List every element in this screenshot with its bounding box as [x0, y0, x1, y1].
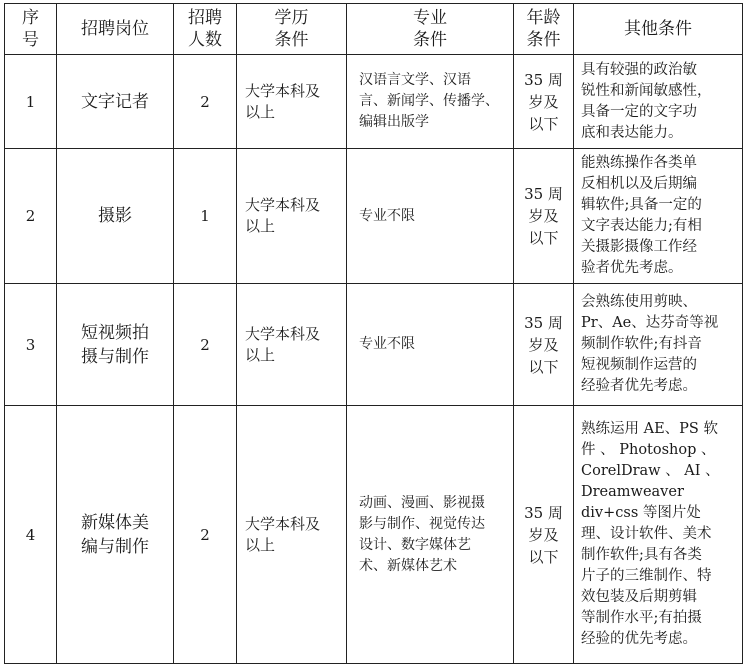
- cell-education: [237, 149, 347, 284]
- header-major: [347, 4, 514, 55]
- cell-text: 反相机以及后期编: [581, 176, 697, 192]
- cell-education: [237, 55, 347, 149]
- cell-text: 关摄影摄像工作经: [581, 239, 697, 255]
- table-row: [5, 55, 743, 149]
- cell-major: [347, 149, 514, 284]
- cell-text: CorelDraw 、 AI 、: [581, 463, 720, 479]
- cell-other: [574, 55, 743, 149]
- header-text: 号: [22, 30, 39, 50]
- cell-text: 术、新媒体艺术: [359, 557, 457, 574]
- header-text: 年龄: [526, 8, 561, 28]
- cell-text: 岁及: [528, 335, 559, 354]
- cell-age: [514, 284, 574, 406]
- cell-text: 文字记者: [81, 91, 149, 112]
- header-text: 招聘: [188, 8, 222, 28]
- cell-text: 设计、数字媒体艺: [359, 536, 471, 553]
- table-row: [5, 149, 743, 284]
- header-text: 学历: [274, 8, 309, 28]
- cell-position: [57, 284, 174, 406]
- header-education: [237, 4, 347, 55]
- cell-text: div+css 等图片处: [581, 505, 701, 521]
- cell-text: 动画、漫画、影视摄: [359, 494, 485, 511]
- cell-no: 1: [5, 55, 57, 149]
- cell-text: 以上: [245, 102, 276, 121]
- cell-count: 1: [174, 149, 237, 284]
- cell-other: [574, 284, 743, 406]
- cell-text: 大学本科及: [245, 81, 321, 100]
- cell-other: [574, 406, 743, 664]
- header-no: [5, 4, 57, 55]
- recruitment-table: [4, 3, 743, 664]
- cell-text: 理、设计软件、美术: [581, 526, 712, 542]
- cell-text: 频制作软件;有抖音: [581, 336, 702, 352]
- cell-text: 编辑出版学: [359, 114, 429, 130]
- cell-text: 辑软件;具备一定的: [581, 197, 702, 213]
- cell-text: 以上: [245, 535, 276, 554]
- cell-text: 岁及: [528, 525, 559, 544]
- cell-no: 3: [5, 284, 57, 406]
- cell-text: 具有较强的政治敏: [581, 61, 697, 78]
- cell-text: Dreamweaver: [581, 484, 684, 500]
- cell-text: 以下: [528, 229, 559, 247]
- cell-text: 汉语言文学、汉语: [359, 72, 471, 88]
- cell-text: 以下: [528, 547, 559, 566]
- cell-text: 摄影: [98, 206, 132, 226]
- cell-text: 片子的三维制作、特: [581, 568, 712, 584]
- header-text: 条件: [526, 30, 561, 50]
- cell-age: [514, 55, 574, 149]
- cell-text: 大学本科及: [245, 324, 321, 343]
- cell-no: 2: [5, 149, 57, 284]
- cell-major: [347, 406, 514, 664]
- cell-education: [237, 406, 347, 664]
- cell-text: 文字表达能力;有相: [581, 218, 702, 234]
- cell-text: 熟练运用 AE、PS 软: [581, 421, 718, 437]
- cell-text: 以下: [528, 114, 559, 133]
- header-text: 招聘岗位: [81, 19, 149, 39]
- cell-major: [347, 55, 514, 149]
- table-row: [5, 406, 743, 664]
- header-position: [57, 4, 174, 55]
- cell-text: 专业不限: [359, 207, 415, 224]
- cell-text: 以上: [245, 217, 276, 235]
- header-age: [514, 4, 574, 55]
- cell-text: 底和表达能力。: [581, 124, 683, 141]
- cell-position: [57, 55, 174, 149]
- header-other: [574, 4, 743, 55]
- cell-text: 言、新闻学、传播学、: [359, 93, 499, 109]
- cell-text: 35 周: [524, 70, 563, 89]
- cell-text: 大学本科及: [245, 514, 321, 533]
- header-text: 序: [22, 8, 39, 28]
- header-text: 人数: [188, 30, 222, 50]
- cell-text: 35 周: [524, 503, 563, 522]
- cell-text: 岁及: [528, 207, 559, 225]
- cell-other: [574, 149, 743, 284]
- cell-major: [347, 284, 514, 406]
- header-text: 条件: [274, 30, 309, 50]
- table-row: [5, 284, 743, 406]
- cell-text: 件 、 Photoshop 、: [581, 442, 716, 458]
- cell-text: 具备一定的文字功: [581, 103, 697, 120]
- cell-text: 锐性和新闻敏感性，: [581, 82, 712, 99]
- cell-text: 编与制作: [81, 536, 149, 557]
- cell-text: 能熟练操作各类单: [581, 155, 697, 171]
- cell-text: 影与制作、视觉传达: [359, 515, 485, 532]
- header-count: [174, 4, 237, 55]
- cell-text: 制作软件;具有各类: [581, 547, 702, 563]
- cell-text: 等制作水平;有拍摄: [581, 610, 702, 626]
- header-text: 专业: [413, 8, 447, 28]
- cell-text: 以上: [245, 345, 276, 364]
- cell-text: 专业不限: [359, 336, 415, 352]
- cell-text: 新媒体美: [81, 512, 149, 533]
- cell-text: 35 周: [524, 313, 563, 332]
- cell-text: 经验的优先考虑。: [581, 631, 697, 647]
- cell-position: [57, 149, 174, 284]
- cell-age: [514, 149, 574, 284]
- header-text: 条件: [413, 30, 447, 50]
- cell-text: 经验者优先考虑。: [581, 378, 697, 394]
- cell-text: 以下: [528, 357, 559, 376]
- cell-age: [514, 406, 574, 664]
- cell-text: 摄与制作: [81, 346, 149, 367]
- cell-text: 大学本科及: [245, 196, 321, 214]
- cell-count: 2: [174, 406, 237, 664]
- cell-text: 效包装及后期剪辑: [581, 589, 697, 605]
- cell-text: 会熟练使用剪映、: [581, 294, 697, 310]
- cell-text: 短视频制作运营的: [581, 357, 697, 373]
- cell-count: 2: [174, 55, 237, 149]
- cell-text: 岁及: [528, 92, 559, 111]
- cell-education: [237, 284, 347, 406]
- cell-count: 2: [174, 284, 237, 406]
- cell-text: Pr、Ae、达芬奇等视: [581, 315, 719, 331]
- cell-position: [57, 406, 174, 664]
- header-row: [5, 4, 743, 55]
- cell-text: 短视频拍: [81, 322, 149, 343]
- cell-no: 4: [5, 406, 57, 664]
- cell-text: 验者优先考虑。: [581, 260, 683, 276]
- cell-text: 35 周: [524, 185, 563, 203]
- header-text: 其他条件: [624, 19, 692, 39]
